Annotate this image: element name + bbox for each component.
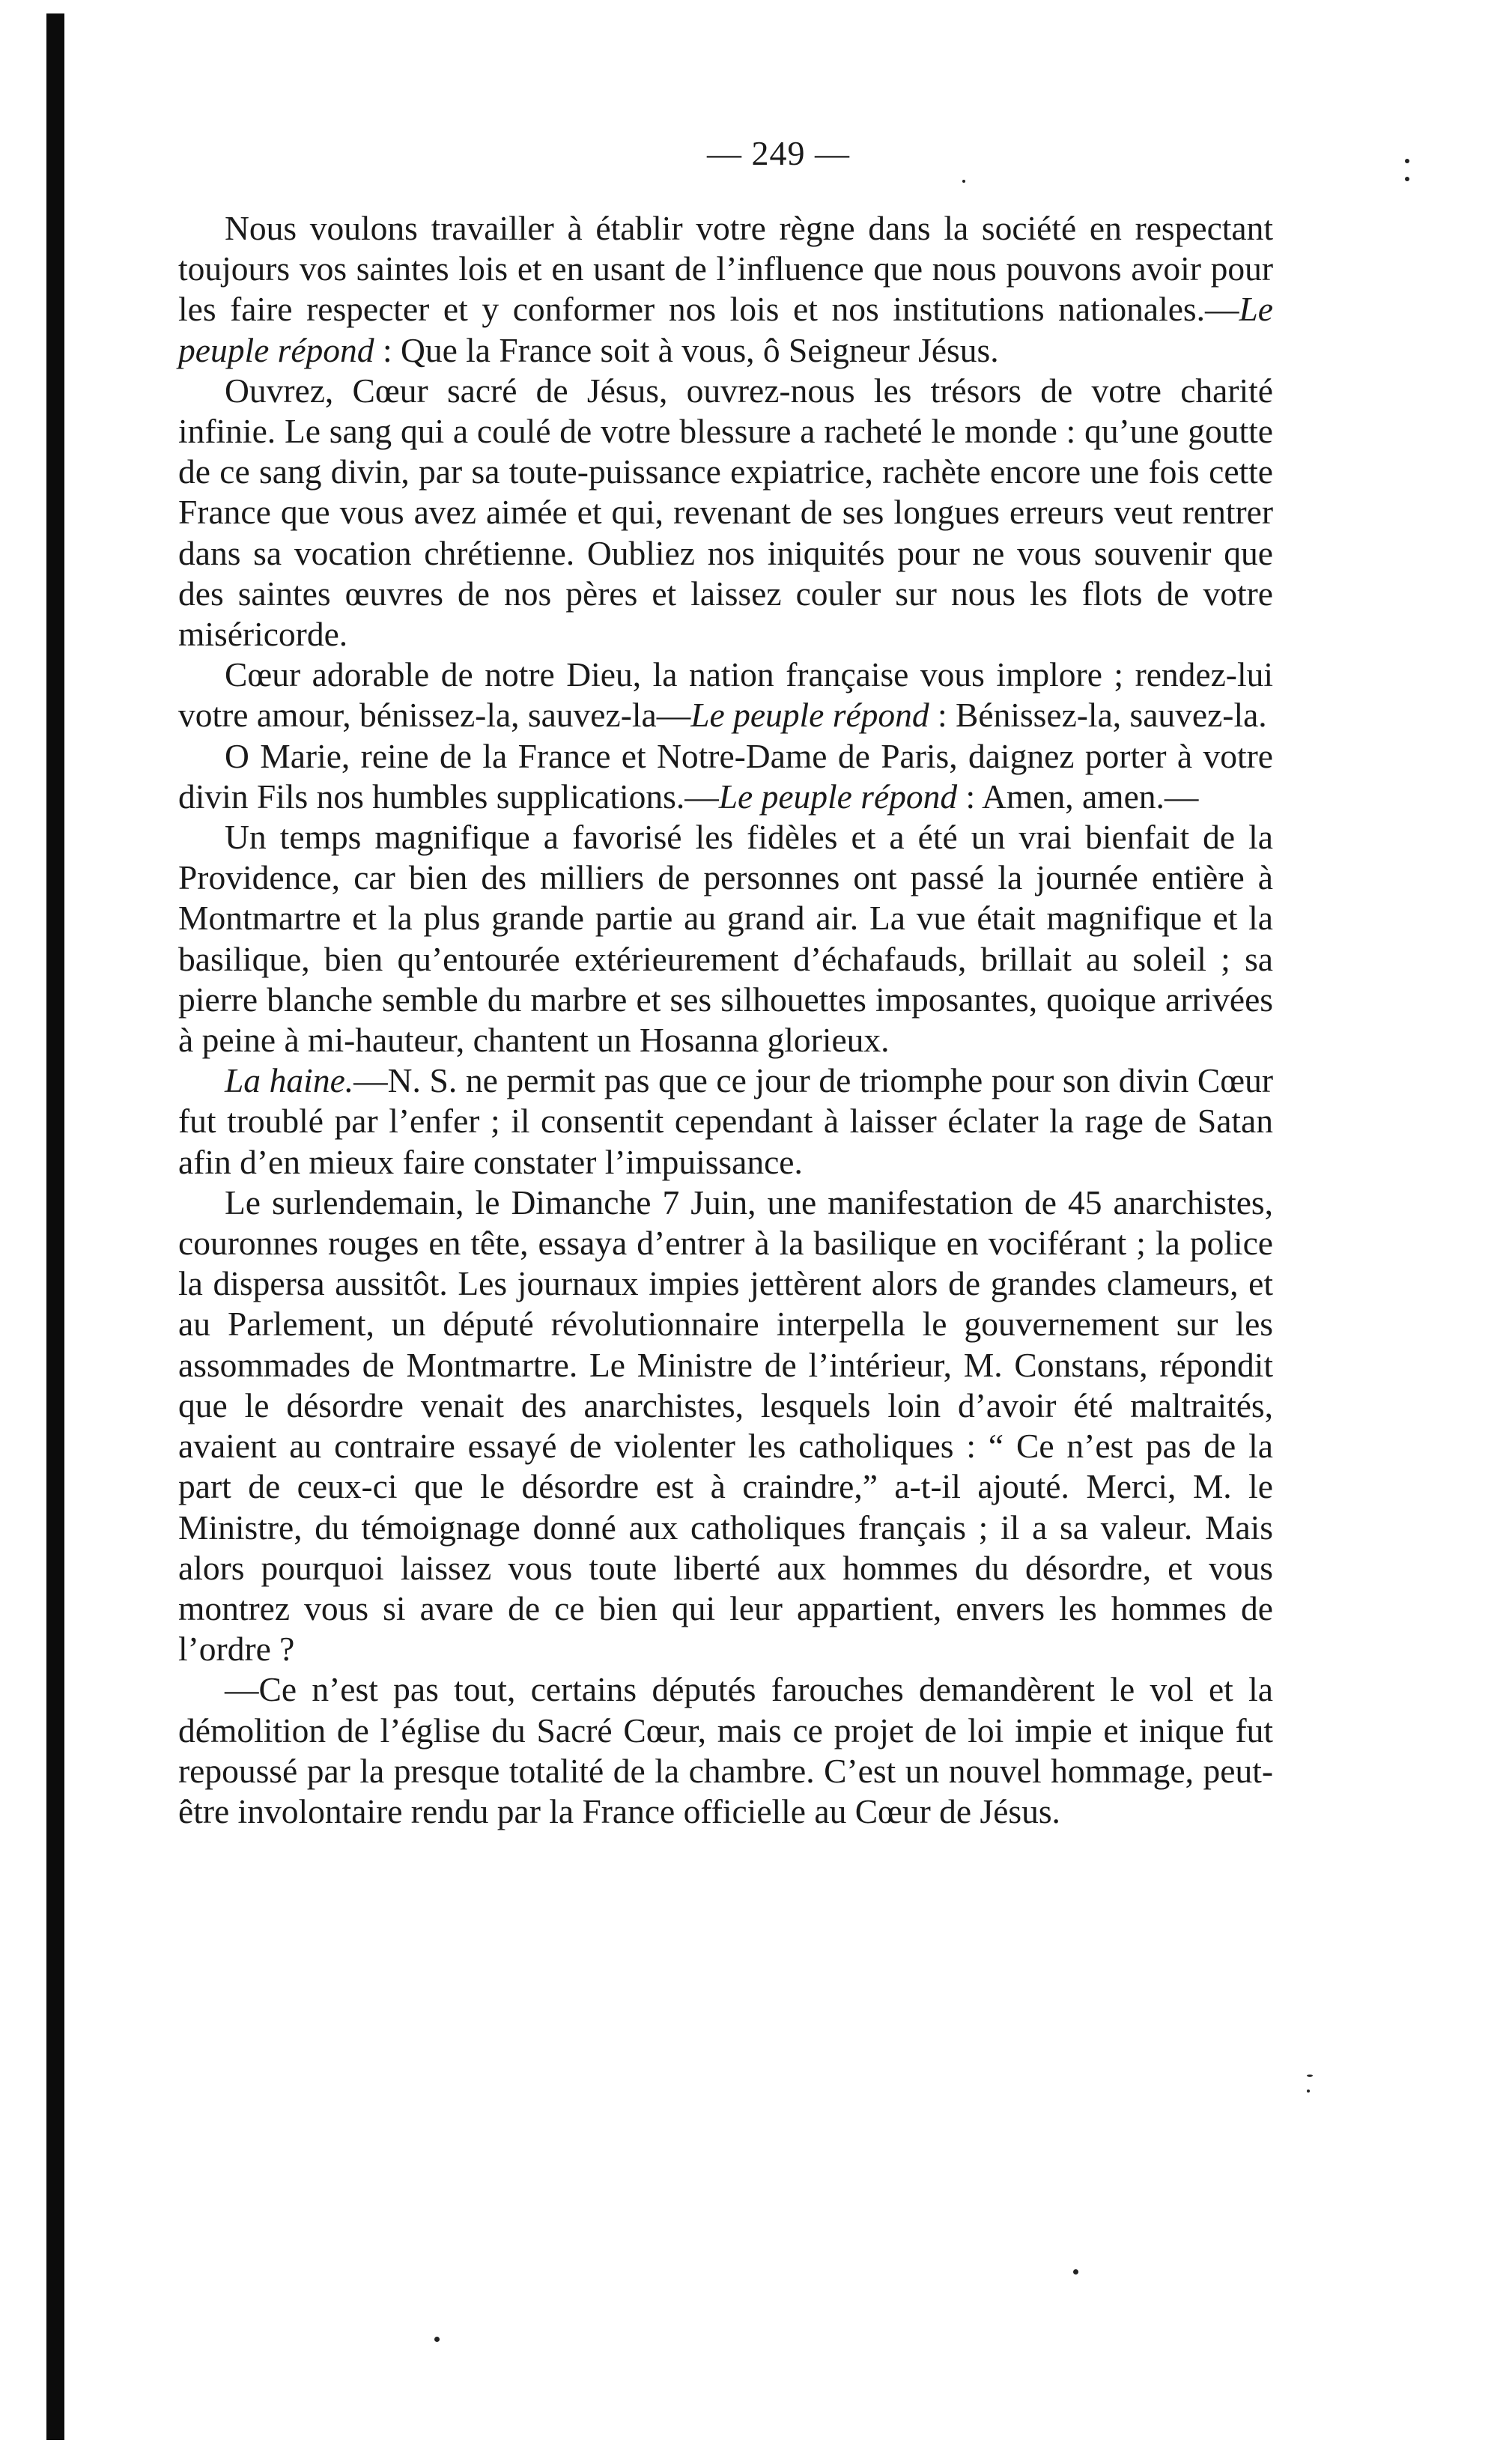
paragraph-text: : Amen, amen.— <box>957 777 1199 816</box>
paragraph-anarchists: Le surlendemain, le Dimanche 7 Juin, une manifestation de 45 anarchistes, couronnes rouges en tête, essaya d’entrer à la basilique en vociférant ; la police la dispersa aussitôt. Les journaux impies jettèrent alors de grandes clameurs, et au Parlement, un député révolutionnaire interpella le gouvernement sur les assommades de Montmartre. Le Ministre de l’intérieur, M. Constans, répondit que le désordre venait des anarchistes, lesquels loin d’avoir été maltraités, avaient au contraire essayé de violenter les catholiques : “ Ce n’est pas de la part de ceux-ci que le désordre est à craindre,” a-t-il ajouté. Merci, M. le Ministre, du témoignage donné aux catholiques français ; il a sa valeur. Mais alors pourquoi laissez vous toute liberté aux hommes du désordre, et vous montrez vous si avare de ce bien qui leur appartient, envers les hommes de l’ordre ? <box>178 1183 1273 1669</box>
italic-response-label: Le peuple répond <box>690 696 929 735</box>
speck-mark <box>962 180 965 183</box>
body-text <box>178 208 1273 1832</box>
italic-response-label: Le peuple répond <box>178 290 1273 369</box>
paragraph-text: : Que la France soit à vous, ô Seigneur Jésus. <box>374 330 999 369</box>
speck-mark <box>1405 159 1409 163</box>
speck-mark <box>1307 2090 1310 2093</box>
page-number: — 249 — <box>707 134 850 172</box>
paragraph-weather: Un temps magnifique a favorisé les fidèles et a été un vrai bienfait de la Providence, car bien des milliers de personnes ont passé la journée entière à Montmartre et la plus grande partie au grand air. La vue était magnifique et la basilique, bien qu’entourée extérieurement d’échafauds, brillait au soleil ; sa pierre blanche semble du marbre et ses silhouettes imposantes, quoique arrivées à peine à mi-hauteur, chantent un Hosanna glorieux. <box>178 818 1273 1060</box>
paragraph-prayer-nation <box>178 655 1273 735</box>
speck-mark <box>1405 177 1409 181</box>
paragraph-prayer-sacred-heart: Ouvrez, Cœur sacré de Jésus, ouvrez-nous les trésors de votre charité infinie. Le sang qui a coulé de votre blessure a racheté le monde : qu’une goutte de ce sang divin, par sa toute-puissance expiatrice, rachète encore une fois cette France que vous avez aimée et qui, revenant de ses longues erreurs veut rentrer dans sa vocation chrétienne. Oubliez nos iniquités pour ne vous souvenir que des saintes œuvres de nos pères et laissez couler sur nous les flots de votre miséricorde. <box>178 371 1273 654</box>
speck-mark <box>434 2337 440 2342</box>
speck-mark <box>1307 2075 1313 2077</box>
paragraph-deputies: —Ce n’est pas tout, certains députés farouches demandèrent le vol et la démolition de l’église du Sacré Cœur, mais ce projet de loi impie et inique fut repoussé par la presque totalité de la chambre. C’est un nouvel hommage, peut-être involontaire rendu par la France officielle au Cœur de Jésus. <box>178 1670 1273 1830</box>
paragraph-prayer-marie <box>178 736 1273 817</box>
binding-edge <box>46 13 64 2440</box>
paragraph-text: O Marie, reine de la France et Notre-Dame de Paris, daignez porter à votre divin Fils nos humbles supplications.— <box>178 736 1273 816</box>
paragraph-text: Cœur adorable de notre Dieu, la nation française vous implore ; rendez-lui votre amour, bénissez-la, sauvez-la— <box>178 655 1273 735</box>
speck-mark <box>1073 2269 1078 2275</box>
paragraph-text: : Bénissez-la, sauvez-la. <box>929 696 1267 735</box>
paragraph-text: Nous voulons travailler à établir votre règne dans la société en respectant toujours vos saintes lois et en usant de l’influence que nous pouvons avoir pour les faire respecter et y conformer nos lois et nos institutions nationales.— <box>178 209 1273 329</box>
paragraph-text: —N. S. ne permit pas que ce jour de triomphe pour son divin Cœur fut troublé par l’enfer ; il consentit cependant à laisser éclater la rage de Satan afin d’en mieux faire constater l’impuissance. <box>178 1061 1273 1181</box>
italic-response-label: Le peuple répond <box>718 777 958 816</box>
paragraph-la-haine <box>178 1060 1273 1183</box>
paragraph-prayer-reign <box>178 208 1273 371</box>
italic-section-label: La haine. <box>225 1061 354 1100</box>
